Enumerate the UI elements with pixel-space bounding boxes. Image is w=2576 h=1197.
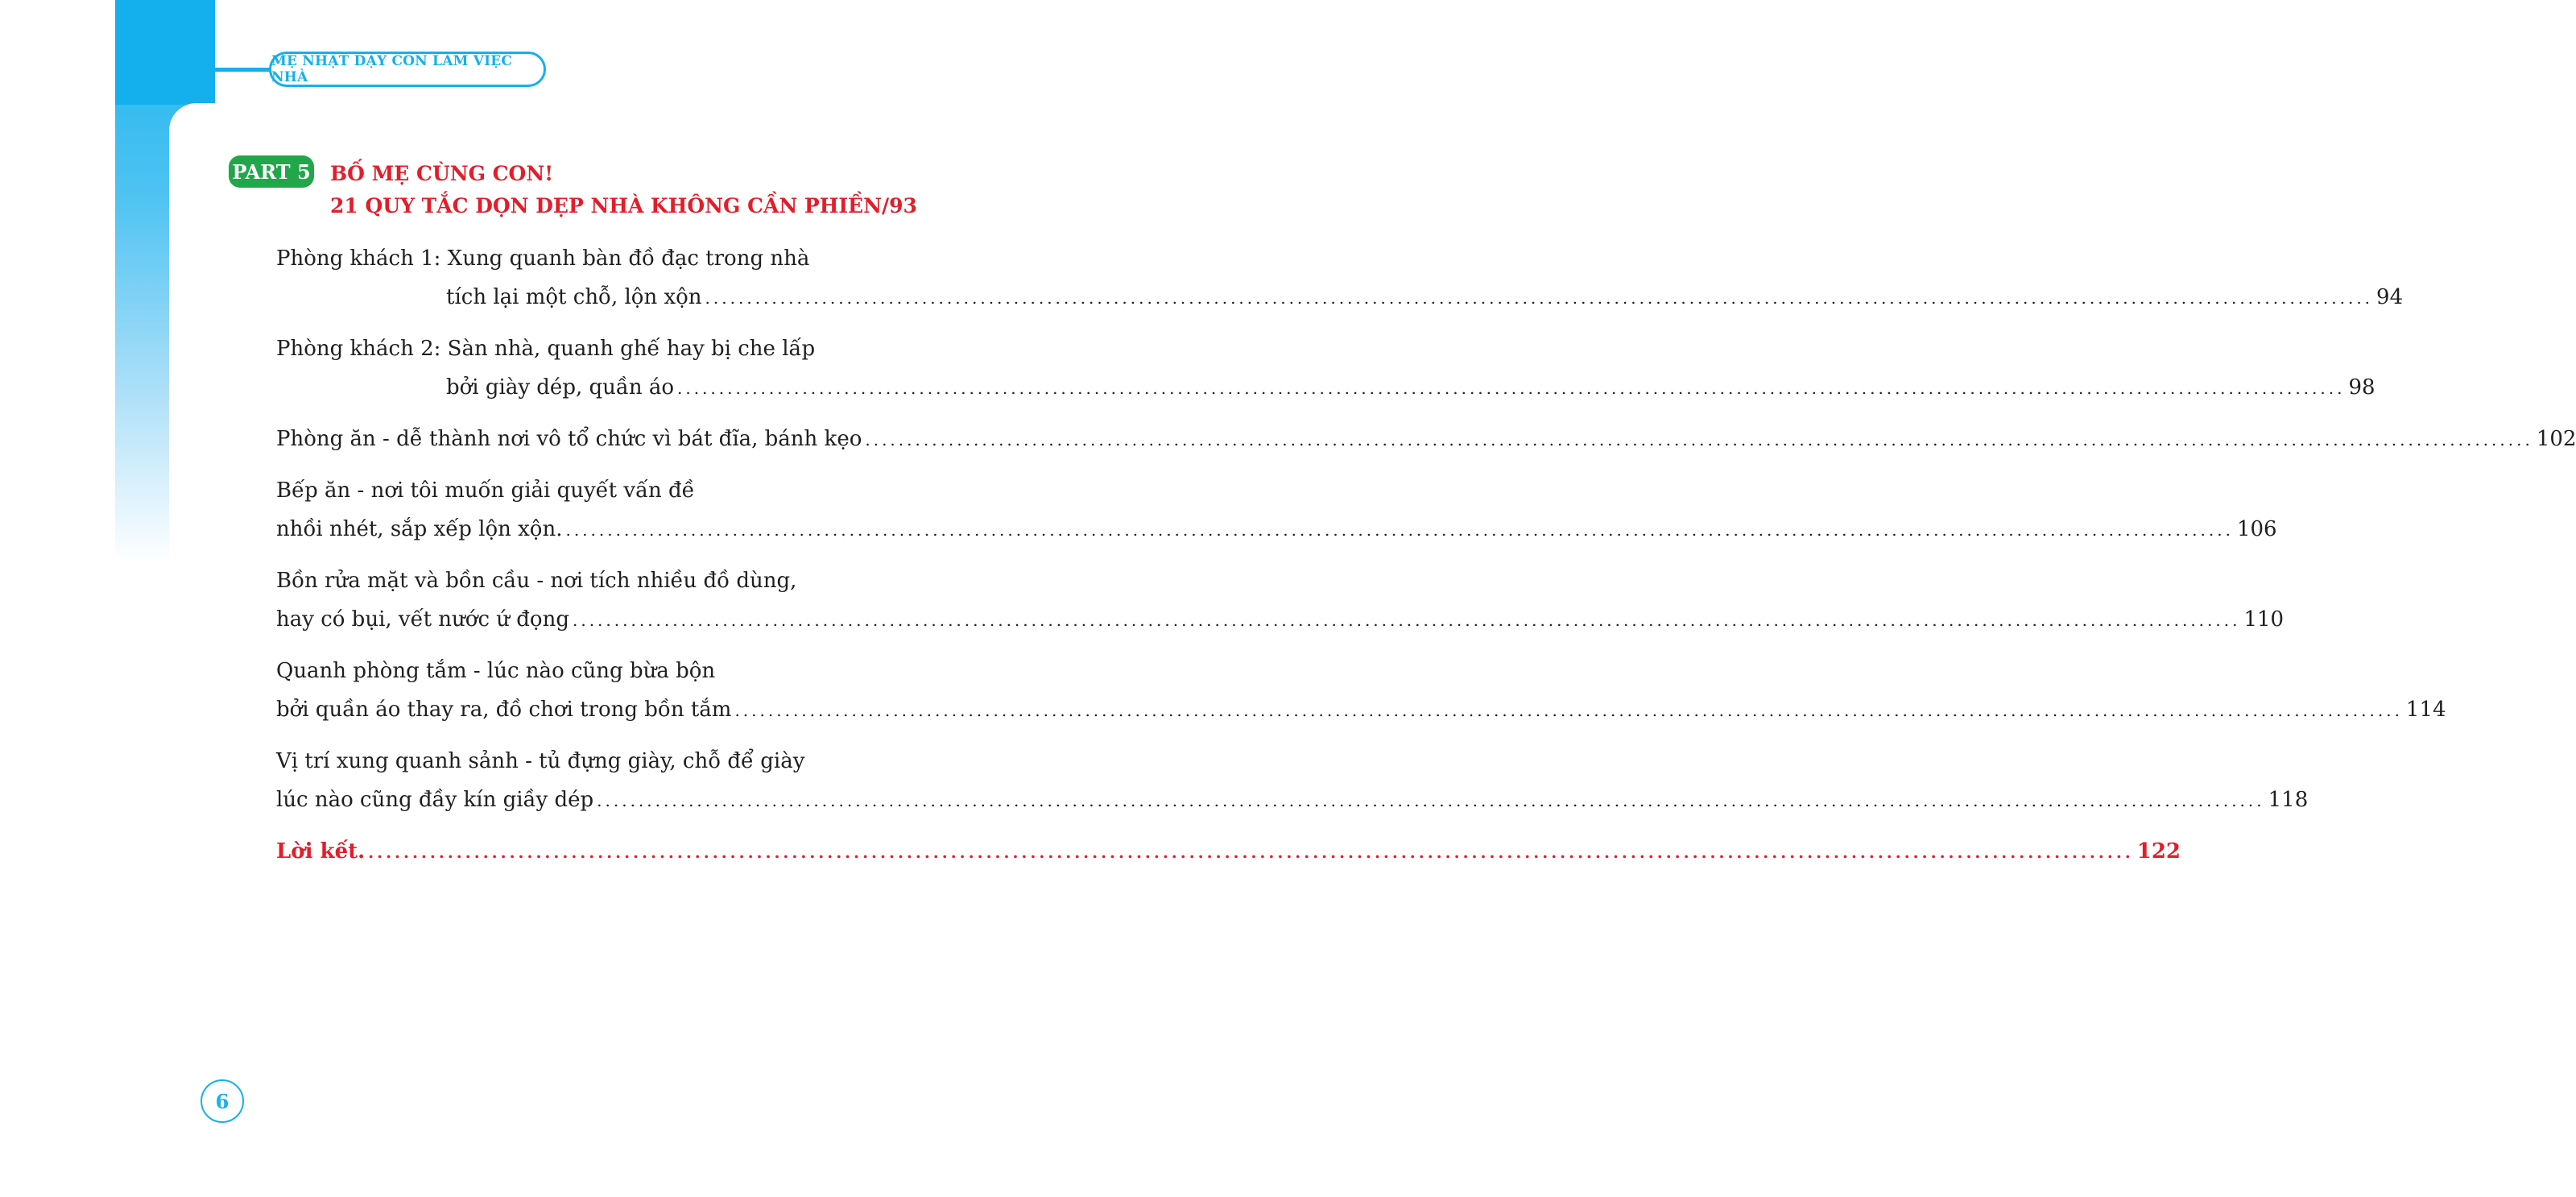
dot-leader: ........................................................................................................................................................................................................: [865, 430, 2533, 449]
toc-page-number: 110: [2243, 607, 2284, 632]
dot-leader: ........................................................................................................................................................................................................: [676, 379, 2346, 398]
decorative-strip-top: [115, 0, 215, 105]
toc-entry[interactable]: [276, 742, 2309, 819]
dot-leader: ........................................................................................................................................................................................................: [565, 520, 2234, 540]
toc-entry-subtitle: bởi quần áo thay ra, đồ chơi trong bồn tắm: [276, 698, 732, 722]
header-connector-line: [215, 68, 273, 72]
toc-closing-entry[interactable]: [276, 832, 2181, 871]
toc-page-number: 102: [2536, 427, 2576, 451]
dot-leader: ........................................................................................................................................................................................................: [597, 791, 2265, 810]
page-corner: [169, 103, 225, 151]
toc-entry-subtitle: lúc nào cũng đầy kín giầy dép: [276, 788, 594, 812]
toc-entry[interactable]: [276, 420, 2576, 458]
closing-label: Lời kết.: [276, 839, 366, 864]
book-title-header: [269, 52, 546, 87]
toc-entry-title: Bồn rửa mặt và bồn cầu - nơi tích nhiều đồ dùng,: [276, 569, 797, 593]
page-number-badge: [201, 1079, 244, 1123]
part-title-line-1: BỐ MẸ CÙNG CON!: [330, 162, 554, 185]
toc-entry-subtitle: hay có bụi, vết nước ứ đọng: [276, 607, 569, 632]
book-title: MẸ NHẬT DẠY CON LÀM VIỆC NHÀ: [271, 53, 513, 85]
toc-entry-title: Vị trí xung quanh sảnh - tủ đựng giày, chỗ để giày: [276, 749, 805, 773]
toc-entry-subtitle: tích lại một chỗ, lộn xộn: [446, 285, 702, 309]
part-title-line-2: 21 QUY TẮC DỌN DẸP NHÀ KHÔNG CẦN PHIỀN/93: [330, 194, 917, 217]
part-badge-label: PART 5: [232, 159, 311, 184]
part-badge: [229, 155, 314, 188]
toc-entry-subtitle: bởi giày dép, quần áo: [446, 375, 674, 400]
toc-entry-title: Bếp ăn - nơi tôi muốn giải quyết vấn đề: [276, 478, 695, 503]
table-of-contents: [276, 239, 2576, 884]
dot-leader: ........................................................................................................................................................................................................: [734, 701, 2403, 720]
toc-entry-title: Phòng ăn - dễ thành nơi vô tổ chức vì bát đĩa, bánh kẹo: [276, 427, 862, 451]
toc-entry[interactable]: [276, 561, 2284, 639]
dot-leader: ........................................................................................................................................................................................................: [705, 288, 2374, 308]
page-margin: [169, 129, 225, 580]
toc-page-number: 94: [2376, 285, 2404, 309]
page-number: 6: [215, 1089, 229, 1113]
toc-entry-title: Phòng khách 2: Sàn nhà, quanh ghế hay bị che lấp: [276, 337, 816, 361]
toc-page-number: 106: [2236, 517, 2277, 541]
toc-entry-title: Phòng khách 1: Xung quanh bàn đồ đạc trong nhà: [276, 246, 810, 271]
toc-entry[interactable]: [276, 239, 2404, 317]
toc-entry[interactable]: [276, 652, 2446, 729]
dot-leader: ........................................................................................................................................................................................................: [368, 843, 2134, 862]
dot-leader: ........................................................................................................................................................................................................: [572, 611, 2241, 630]
toc-page-number: 98: [2348, 375, 2375, 400]
toc-entry[interactable]: [276, 329, 2375, 407]
toc-page-number: 114: [2405, 698, 2446, 722]
toc-entry-subtitle: nhồi nhét, sắp xếp lộn xộn.: [276, 517, 563, 541]
closing-page-number: 122: [2136, 839, 2181, 864]
toc-entry[interactable]: [276, 471, 2277, 549]
toc-page-number: 118: [2268, 788, 2309, 812]
toc-entry-title: Quanh phòng tắm - lúc nào cũng bừa bộn: [276, 659, 716, 683]
part-title: [330, 158, 917, 222]
